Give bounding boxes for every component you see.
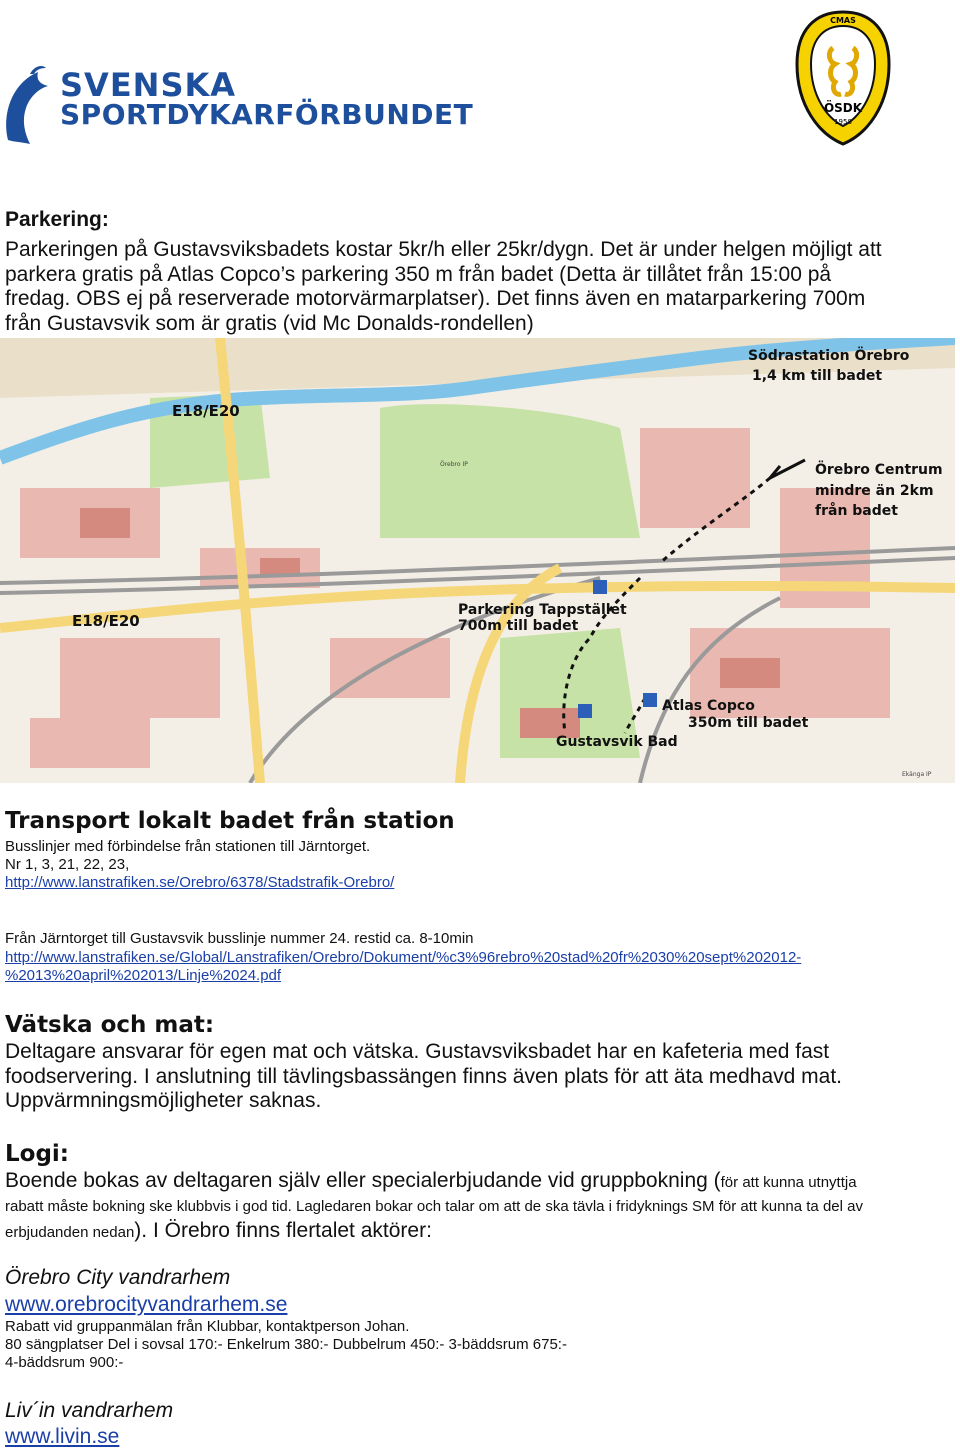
hostel-1-prices: 80 sängplatser Del i sovsal 170:- Enkelrum 380:- Dubbelrum 450:- 3-bäddsrum 675:-	[5, 1336, 567, 1353]
parkering-text	[5, 238, 955, 336]
map-label-centrum: Örebro Centrum	[815, 462, 943, 478]
badge-abbr: ÖSDK	[823, 101, 863, 115]
parkering-line: fredag. OBS ej på reserverade motorvärmarplatser). Det finns även en matarparkering 700m	[5, 287, 866, 310]
logi-intro-small-1: för att kunna utnyttja	[720, 1174, 857, 1191]
transport-line-2: Nr 1, 3, 21, 22, 23,	[5, 856, 130, 873]
lanstrafiken-link[interactable]: http://www.lanstrafiken.se/Orebro/6378/Stadstrafik-Orebro/	[5, 874, 395, 891]
map-label-tappstallet: Parkering Tappstället	[458, 602, 627, 618]
vatska-heading: Vätska och mat:	[5, 1012, 215, 1038]
map-label-sodrastation: Södrastation Örebro	[748, 348, 910, 364]
map-label-atlas-dist: 350m till badet	[688, 715, 809, 731]
vatska-text	[5, 1040, 955, 1114]
transport-heading: Transport lokalt badet från station	[5, 808, 455, 834]
map-label-e18-top: E18/E20	[172, 402, 240, 420]
hostel-2-name: Liv´in vandrarhem	[5, 1399, 174, 1422]
logi-intro-end: ). I Örebro finns flertalet aktörer:	[134, 1219, 432, 1242]
map-label-centrum-from: från badet	[815, 503, 898, 519]
hostel-1-name: Örebro City vandrarhem	[5, 1266, 231, 1289]
brand-line-1: SVENSKA	[60, 66, 237, 104]
hostel-2-link[interactable]: www.livin.se	[5, 1425, 120, 1448]
map-label-gustavsvik: Gustavsvik Bad	[556, 734, 678, 750]
map-label-atlas: Atlas Copco	[662, 698, 755, 714]
transport-line-1: Busslinjer med förbindelse från stationen till Järntorget.	[5, 838, 371, 855]
map-label-tappstallet-dist: 700m till badet	[458, 618, 579, 634]
logi-intro	[5, 1169, 955, 1245]
map-label-orebro-ip: Örebro IP	[440, 461, 468, 468]
transport-line-3: Från Järntorget till Gustavsvik busslinje nummer 24. restid ca. 8-10min	[5, 930, 474, 947]
timetable-link-line-2[interactable]: %2013%20april%202013/Linje%2024.pdf	[5, 967, 282, 984]
brand-line-2: SPORTDYKARFÖRBUNDET	[60, 98, 474, 131]
parkering-line: Parkeringen på Gustavsviksbadets kostar 5kr/h eller 25kr/dygn. Det är under helgen möjligt att	[5, 238, 882, 261]
timetable-link-line-1[interactable]: http://www.lanstrafiken.se/Global/Lanstrafiken/Orebro/Dokument/%c3%96rebro%20stad%20fr%2030%20sept%202012-	[5, 949, 802, 966]
osdk-club-badge	[793, 8, 893, 148]
dolphin-icon	[0, 62, 60, 152]
parking-map	[0, 338, 955, 783]
hostel-1-link[interactable]: www.orebrocityvandrarhem.se	[5, 1293, 288, 1316]
logi-intro-small-2: rabatt måste bokning ske klubbvis i god tid. Lagledaren bokar och talar om att de ska tävla i fridyknings SM för att kunna ta del av	[5, 1198, 863, 1215]
parkering-line: från Gustavsvik som är gratis (vid Mc Donalds-rondellen)	[5, 311, 534, 335]
vatska-line: Uppvärmningsmöjligheter saknas.	[5, 1089, 322, 1112]
parkering-heading: Parkering:	[5, 208, 109, 231]
badge-cmas: CMAS	[830, 16, 856, 25]
hostel-1-prices-2: 4-bäddsrum 900:-	[5, 1354, 124, 1371]
map-label-sodrastation-dist: 1,4 km till badet	[752, 368, 883, 384]
vatska-line: Deltagare ansvarar för egen mat och vätska. Gustavsviksbadet har en kafeteria med fast	[5, 1040, 830, 1063]
badge-year: 1958	[834, 118, 852, 126]
parkering-line: parkera gratis på Atlas Copco’s parkering 350 m från badet (Detta är tillåtet från 15:00 på	[5, 262, 832, 286]
vatska-line: foodservering. I anslutning till tävlingsbassängen finns även plats för att äta medhavd mat.	[5, 1064, 842, 1088]
map-label-centrum-dist: mindre än 2km	[815, 483, 934, 499]
map-label-e18-left: E18/E20	[72, 612, 140, 630]
logi-heading: Logi:	[5, 1141, 70, 1167]
logi-intro-small-3: erbjudanden nedan	[5, 1224, 135, 1241]
map-label-ekanga: Ekänga IP	[902, 771, 932, 778]
hostel-1-note: Rabatt vid gruppanmälan från Klubbar, kontaktperson Johan.	[5, 1318, 410, 1335]
logi-intro-main: Boende bokas av deltagaren själv eller specialerbjudande vid gruppbokning (	[5, 1169, 721, 1192]
